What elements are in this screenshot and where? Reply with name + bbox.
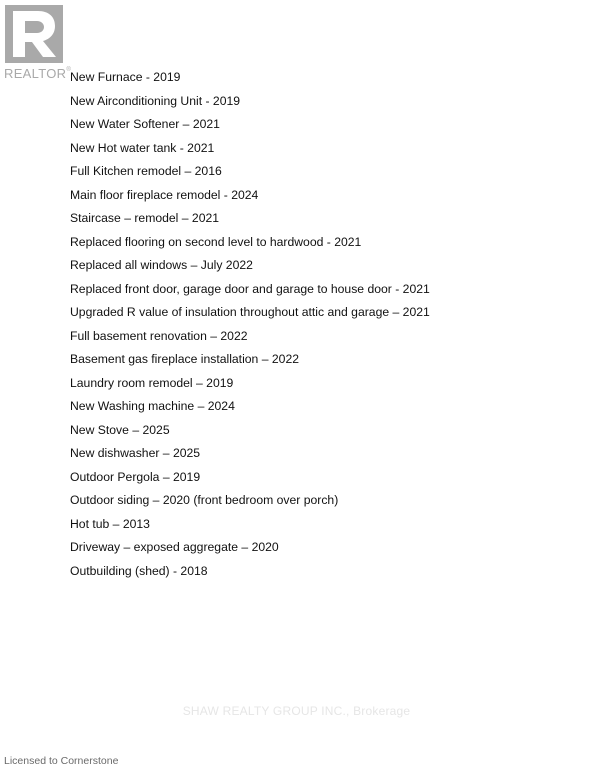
list-item: New Furnace - 2019 xyxy=(70,70,181,84)
list-item: Outbuilding (shed) - 2018 xyxy=(70,563,208,578)
list-item: Replaced all windows – July 2022 xyxy=(70,258,253,272)
list-item: New Water Softener – 2021 xyxy=(70,117,220,131)
list-item: New Washing machine – 2024 xyxy=(70,399,235,413)
realtor-logo-text: REALTOR® xyxy=(4,66,72,81)
list-item: Outdoor siding – 2020 (front bedroom over porch) xyxy=(70,493,339,507)
realtor-logo xyxy=(4,5,72,85)
list-item: Basement gas fireplace installation – 2022 xyxy=(70,352,299,366)
list-item: Full Kitchen remodel – 2016 xyxy=(70,164,222,178)
license-text: Licensed to Cornerstone xyxy=(4,755,119,767)
renovation-list xyxy=(70,68,430,585)
list-item: Upgraded R value of insulation throughout attic and garage – 2021 xyxy=(70,305,430,319)
brokerage-watermark: SHAW REALTY GROUP INC., Brokerage xyxy=(182,704,411,718)
list-item: Driveway – exposed aggregate – 2020 xyxy=(70,540,279,554)
list-item: New dishwasher – 2025 xyxy=(70,446,201,460)
list-item: Replaced front door, garage door and garage to house door - 2021 xyxy=(70,281,430,296)
list-item: Main floor fireplace remodel - 2024 xyxy=(70,187,259,202)
list-item: Staircase – remodel – 2021 xyxy=(70,211,220,225)
list-item: Replaced flooring on second level to hardwood - 2021 xyxy=(70,234,362,249)
list-item: New Airconditioning Unit - 2019 xyxy=(70,93,241,108)
list-item: Laundry room remodel – 2019 xyxy=(70,375,234,390)
realtor-r-logo-icon xyxy=(5,5,63,63)
list-item: New Hot water tank - 2021 xyxy=(70,140,215,155)
list-item: Full basement renovation – 2022 xyxy=(70,328,248,343)
list-item: New Stove – 2025 xyxy=(70,422,170,437)
list-item: Hot tub – 2013 xyxy=(70,516,150,531)
list-item: Outdoor Pergola – 2019 xyxy=(70,469,201,484)
